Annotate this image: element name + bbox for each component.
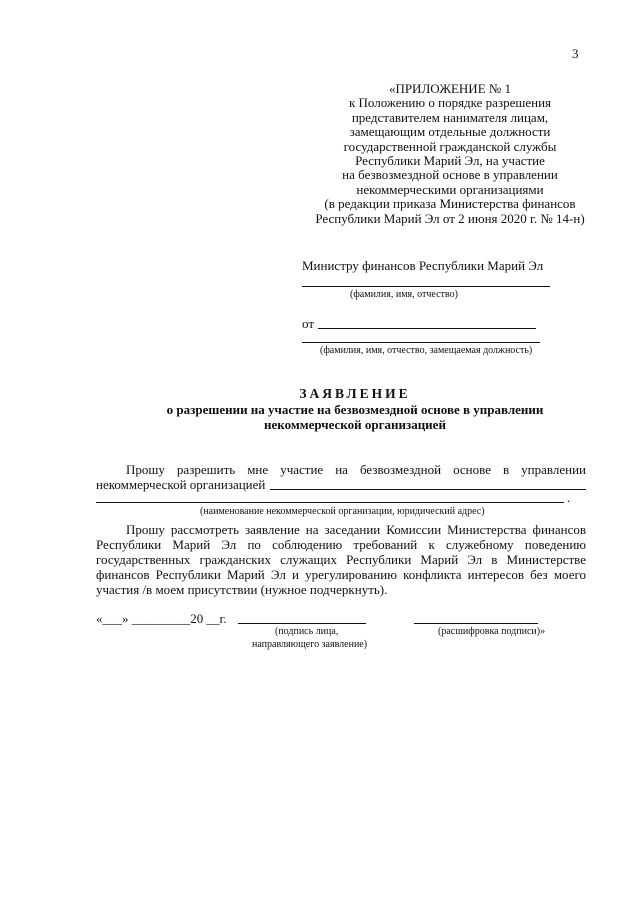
paragraph-1-line-2: некоммерческой организацией (96, 477, 266, 492)
paragraph-2-last-line: участия /в моем присутствии (нужное подчеркнуть). (96, 582, 388, 597)
addressee-name-line (302, 286, 550, 287)
paragraph-2-line: государственных гражданских служащих Республики Марий Эл в Министерстве (96, 552, 586, 567)
from-label: от (302, 316, 315, 331)
appendix-header (300, 82, 600, 226)
signature-decode-caption: (расшифровка подписи)» (438, 626, 546, 637)
signature-caption: направляющего заявление) (252, 639, 368, 650)
statement-subtitle: о разрешении на участие на безвозмездной основе в управлении (166, 402, 544, 417)
org-line (270, 489, 586, 490)
appendix-line: замещающим отдельные должности (349, 124, 551, 140)
statement-title: ЗАЯВЛЕНИЕ (299, 386, 411, 401)
appendix-line: некоммерческими организациями (356, 181, 544, 197)
signature-caption: (подпись лица, (275, 626, 339, 637)
org-line-end: . (567, 490, 571, 505)
from-caption: (фамилия, имя, отчество, замещаемая должность) (320, 345, 533, 356)
appendix-line: на безвозмездной основе в управлении (342, 167, 558, 183)
signature-decode-line (414, 623, 538, 624)
paragraph-2-line: Республики Марий Эл по соблюдению требований к служебному поведению (96, 537, 586, 552)
org-caption: (наименование некоммерческой организации, юридический адрес) (200, 506, 485, 517)
appendix-line: представителем нанимателя лицам, (351, 109, 549, 125)
statement-title-block (60, 386, 640, 432)
appendix-line: государственной гражданской службы (343, 138, 557, 154)
appendix-line: (в редакции приказа Министерства финансов (324, 196, 576, 212)
signature-line (238, 623, 366, 624)
appendix-line: «ПРИЛОЖЕНИЕ № 1 (388, 81, 512, 96)
page-number: 3 (572, 46, 579, 61)
paragraph-2-line: Прошу рассмотреть заявление на заседании Комиссии Министерства финансов (126, 522, 586, 537)
appendix-line: к Положению о порядке разрешения (348, 95, 552, 111)
addressee-to: Министру финансов Республики Марий Эл (302, 258, 544, 273)
paragraph-2-line: финансов Республики Марий Эл и урегулированию конфликта интересов без моего (96, 567, 586, 582)
appendix-line: Республики Марий Эл от 2 июня 2020 г. № 14-н) (315, 210, 585, 226)
appendix-line: Республики Марий Эл, на участие (355, 153, 545, 169)
paragraph-1-line-1: Прошу разрешить мне участие на безвозмездной основе в управлении (126, 462, 586, 477)
statement-subtitle: некоммерческой организацией (264, 417, 446, 432)
org-line-2 (96, 502, 564, 503)
from-line-2 (302, 342, 540, 343)
from-line (318, 328, 536, 329)
date-field: «___» _________20 __г. (96, 611, 227, 626)
addressee-caption: (фамилия, имя, отчество) (350, 289, 458, 300)
